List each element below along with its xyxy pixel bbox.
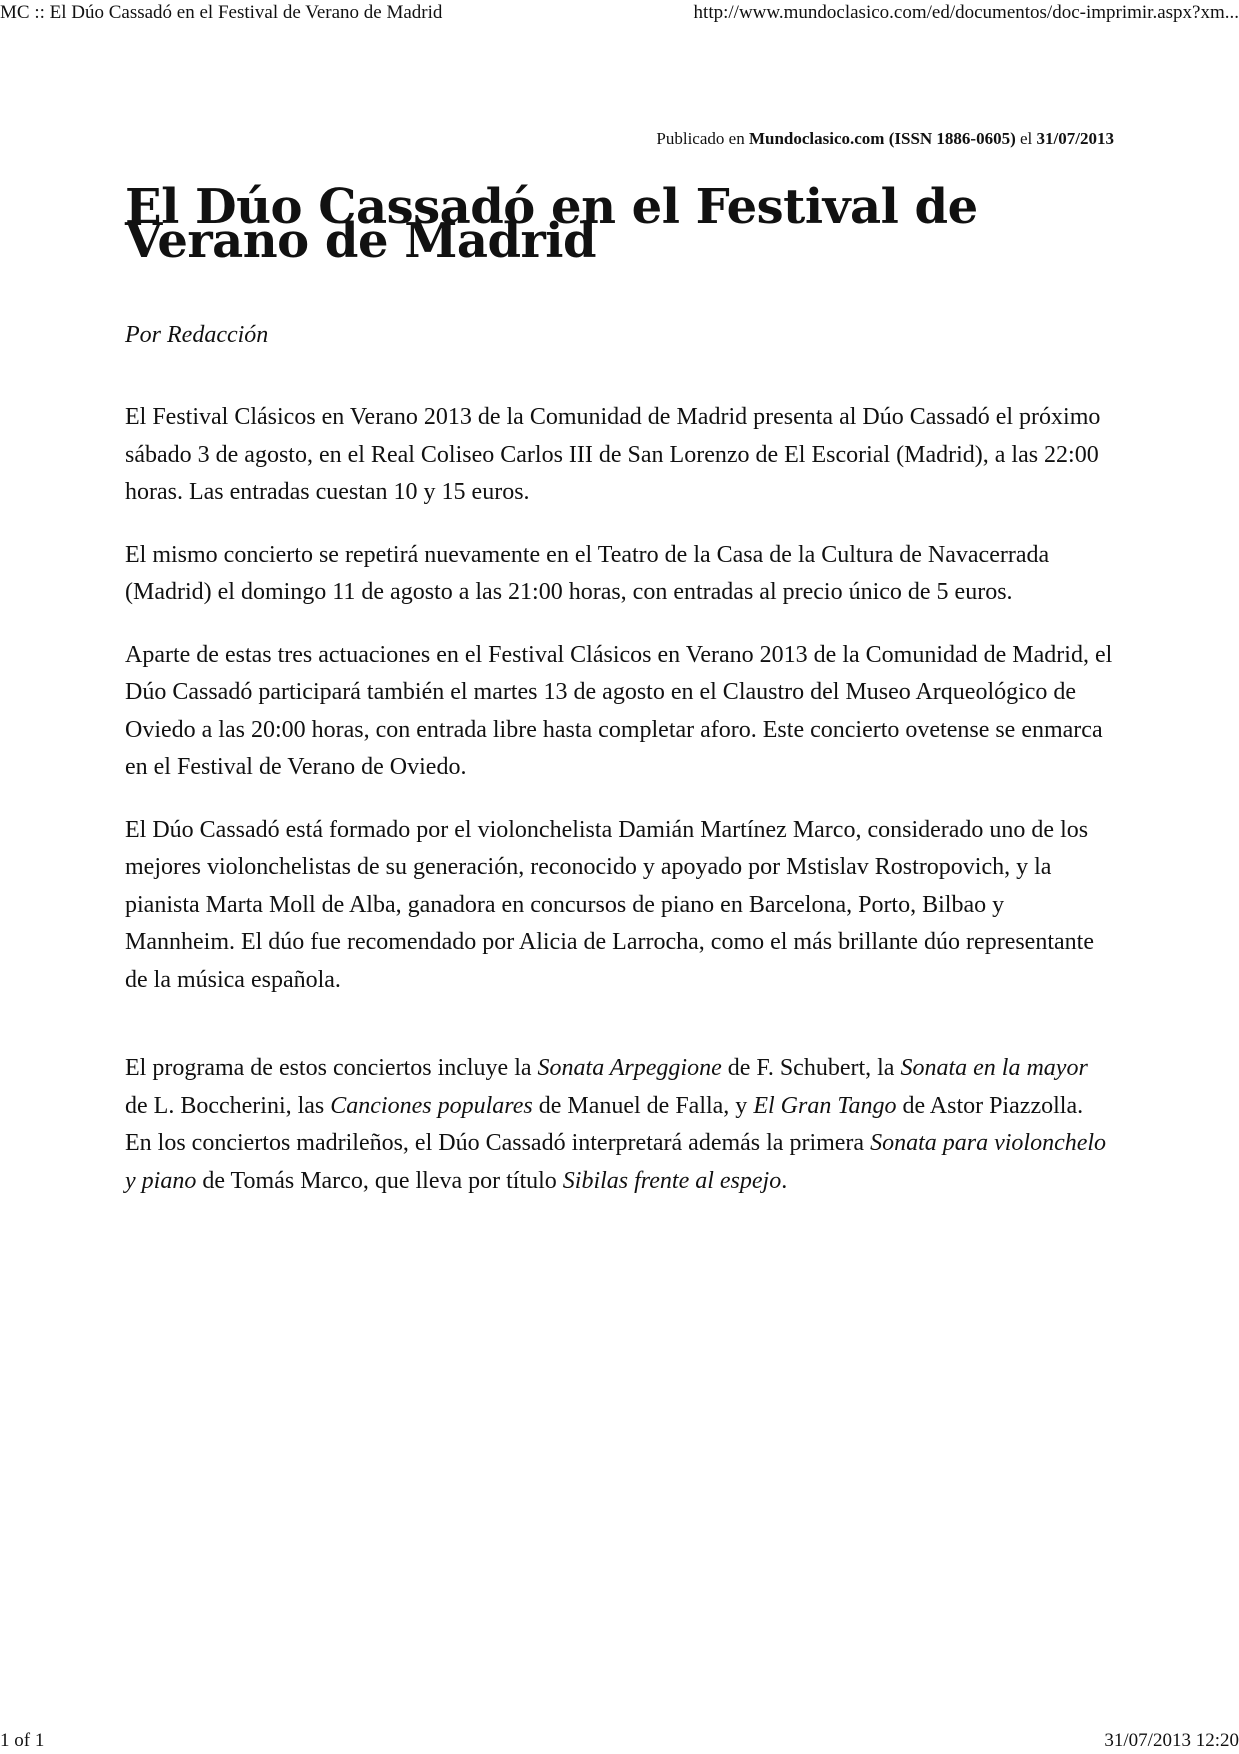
paragraph-5 — [125, 1050, 1115, 1200]
print-header-title: MC :: El Dúo Cassadó en el Festival de Verano de Madrid — [0, 2, 443, 23]
work-title: Sibilas frente al espejo — [562, 1167, 782, 1194]
work-title: Sonata para violonchelo y piano — [125, 1130, 1107, 1194]
paragraph-5-text: de L. Boccherini, las — [125, 1092, 331, 1119]
publication-date: 31/07/2013 — [1036, 129, 1114, 148]
paragraph-5-text: El programa de estos conciertos incluye la — [125, 1055, 538, 1081]
article-title: El Dúo Cassadó en el Festival de Verano de Madrid — [125, 179, 978, 269]
paragraph-5-text: de F. Schubert, la — [721, 1055, 901, 1081]
paragraph-2: El mismo concierto se repetirá nuevamente en el Teatro de la Casa de la Cultura de Navacerrada (Madrid) el domingo 11 de agosto a las 21:00 horas, con entradas al precio único de 5 euros. — [125, 541, 1050, 605]
article-body — [125, 399, 1115, 1200]
paragraph-5-text: de Manuel de Falla, y — [532, 1092, 754, 1119]
paragraph-1: El Festival Clásicos en Verano 2013 de la Comunidad de Madrid presenta al Dúo Cassadó el próximo sábado 3 de agosto, en el Real Coliseo Carlos III de San Lorenzo de El Escorial (Madrid), a las 22:00 horas. Las entradas cuestan 10 y 15 euros. — [125, 404, 1101, 505]
work-title: Sonata Arpeggione — [537, 1055, 722, 1081]
paragraph-5-text: de Tomás Marco, que lleva por título — [196, 1167, 563, 1194]
article-byline: Por Redacción — [125, 322, 269, 348]
work-title: Canciones populares — [330, 1092, 533, 1119]
paragraph-5-text: . — [781, 1167, 788, 1194]
print-footer-timestamp: 31/07/2013 12:20 — [1104, 1730, 1239, 1751]
work-title: Sonata en la mayor — [900, 1055, 1088, 1081]
paragraph-3: Aparte de estas tres actuaciones en el Festival Clásicos en Verano 2013 de la Comunidad de Madrid, el Dúo Cassadó participará también el martes 13 de agosto en el Claustro del Museo Arqueológico de Oviedo a las 20:00 horas, con entrada libre hasta completar aforo. Este concierto ovetense se enmarca en el Festival de Verano de Oviedo. — [125, 641, 1113, 780]
paragraph-4: El Dúo Cassadó está formado por el violonchelista Damián Martínez Marco, considerado uno de los mejores violonchelistas de su generación, reconocido y apoyado por Mstislav Rostropovich, y la pianista Marta Moll de Alba, ganadora en concursos de piano en Barcelona, Porto, Bilbao y Mannheim. El dúo fue recomendado por Alicia de Larrocha, como el más brillante dúo representante de la música española. — [125, 816, 1094, 993]
print-footer-page: 1 of 1 — [0, 1730, 45, 1751]
publication-prefix: Publicado en — [656, 129, 745, 148]
print-header-url: http://www.mundoclasico.com/ed/documentos/doc-imprimir.aspx?xm... — [693, 2, 1239, 23]
article — [125, 179, 1115, 1225]
publication-source: Mundoclasico.com (ISSN 1886-0605) — [748, 129, 1016, 148]
work-title: El Gran Tango — [753, 1092, 897, 1119]
paragraph-5-text: de Astor Piazzolla. En los conciertos madrileños, el Dúo Cassadó interpretará además la primera — [125, 1092, 1084, 1156]
publication-connector: el — [1020, 129, 1033, 148]
publication-line — [656, 127, 1114, 151]
